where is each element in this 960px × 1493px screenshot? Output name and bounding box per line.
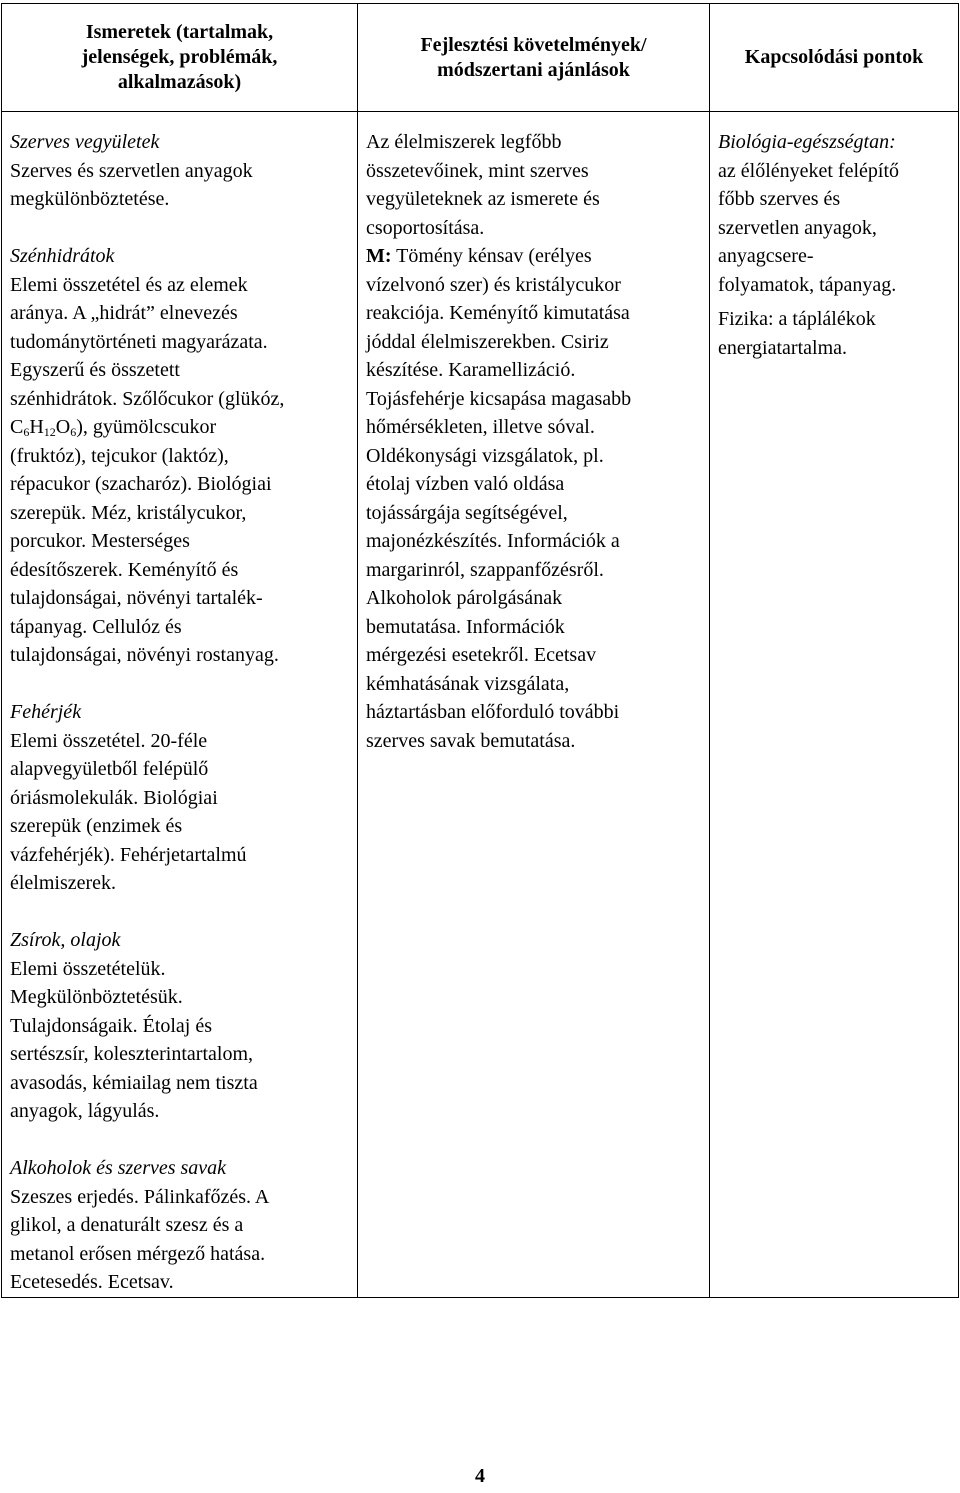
requirements-cell (358, 112, 710, 1298)
text-line: Egyszerű és összetett (10, 359, 180, 381)
text-line: mérgezési esetekről. Ecetsav (366, 644, 597, 666)
text-line: Szerves és szervetlen anyagok (10, 159, 253, 182)
text-line: szerves savak bemutatása. (366, 729, 576, 752)
section-title: Szénhidrátok (10, 245, 115, 267)
header-topics-line: jelenségek, problémák, (81, 46, 278, 68)
header-topics-line: alkalmazások) (117, 71, 242, 93)
text-line: sertészsír, koleszterintartalom, (10, 1043, 253, 1065)
text-line: étolaj vízben való oldása (366, 473, 565, 495)
header-requirements-line: módszertani ajánlások (437, 58, 630, 81)
text-line: vízelvonó szer) és kristálycukor (366, 273, 621, 296)
text-line: szénhidrátok. Szőlőcukor (glükóz, (10, 387, 285, 410)
text-line: Szeszes erjedés. Pálinkafőzés. A (10, 1185, 270, 1208)
text-line: Tojásfehérje kicsapása magasabb (366, 387, 632, 410)
curriculum-table (1, 3, 959, 1298)
header-row (2, 4, 959, 112)
text-line: anyagcsere- (718, 245, 814, 267)
text-line: szerepük. Méz, kristálycukor, (10, 501, 247, 524)
formula-line: $C_6H_{12}O_6$), gyümölcscukor (10, 416, 217, 439)
text-line: alapvegyületből felépülő (10, 758, 209, 780)
text-line: tojássárgája segítségével, (366, 501, 568, 524)
method-label: M: (366, 245, 392, 267)
text-line: Alkoholok párolgásának (366, 587, 563, 609)
section-title: Szerves vegyületek (10, 131, 160, 153)
text-line: tudománytörténeti magyarázata. (10, 330, 268, 353)
text-line: vegyületeknek az ismerete és (366, 188, 600, 210)
text-line: tápanyag. Cellulóz és (10, 615, 182, 638)
text-line: glikol, a denaturált szesz és a (10, 1214, 244, 1236)
text-line: Elemi összetétel és az elemek (10, 273, 248, 296)
text-line: Tulajdonságaik. Étolaj és (10, 1014, 213, 1037)
text-line: édesítőszerek. Keményítő és (10, 558, 239, 581)
text-line: reakciója. Keményítő kimutatása (366, 302, 630, 324)
text-line: Az élelmiszerek legfőbb (366, 131, 562, 153)
header-requirements (358, 4, 710, 112)
header-connections-line: Kapcsolódási pontok (744, 46, 924, 68)
text-line: szerepük (enzimek és (10, 815, 183, 837)
content-row (2, 112, 959, 1298)
text-line: bemutatása. Információk (366, 615, 565, 638)
text-line: Elemi összetételük. (10, 957, 166, 980)
text-line: háztartásban előforduló további (366, 701, 620, 723)
text-line: porcukor. Mesterséges (10, 530, 190, 552)
text-line: Megkülönböztetésük. (10, 986, 183, 1008)
physics-line: energiatartalma. (718, 336, 848, 359)
text-line: jóddal élelmiszerekben. Csiriz (366, 330, 609, 353)
text-line: margarinról, szappanfőzésről. (366, 558, 604, 581)
text-line: répacukor (szacharóz). Biológiai (10, 473, 272, 495)
text-line: vázfehérjék). Fehérjetartalmú (10, 843, 247, 866)
text-line: az élőlényeket felépítő (718, 159, 900, 182)
text-line: tulajdonságai, növényi rostanyag. (10, 644, 279, 666)
method-line: M: Tömény kénsav (erélyes (366, 245, 592, 267)
text-line: készítése. Karamellizáció. (366, 359, 576, 381)
section-title: Zsírok, olajok (10, 929, 121, 951)
text-line: tulajdonságai, növényi tartalék- (10, 587, 263, 609)
header-requirements-line: Fejlesztési követelmények/ (420, 33, 647, 56)
header-connections (710, 4, 959, 112)
physics-line: Fizika: a táplálékok (718, 308, 876, 330)
topics-cell (2, 112, 358, 1298)
text-line: (fruktóz), tejcukor (laktóz), (10, 444, 229, 467)
text-line: Oldékonysági vizsgálatok, pl. (366, 444, 604, 467)
text-line: anyagok, lágyulás. (10, 1100, 160, 1122)
text-line: összetevőinek, mint szerves (366, 159, 589, 182)
header-topics-line: Ismeretek (tartalmak, (85, 21, 274, 43)
text-line: avasodás, kémiailag nem tiszta (10, 1071, 258, 1094)
text-line: megkülönböztetése. (10, 188, 170, 210)
section-title: Fehérjék (10, 701, 82, 723)
text-line: Elemi összetétel. 20-féle (10, 729, 208, 752)
text-line: metanol erősen mérgező hatása. (10, 1242, 266, 1265)
text-line: Ecetesedés. Ecetsav. (10, 1271, 174, 1293)
text-line: óriásmolekulák. Biológiai (10, 786, 218, 809)
text-line: főbb szerves és (718, 188, 841, 210)
page-number: 4 (475, 1465, 485, 1487)
header-topics (2, 4, 358, 112)
text-line: kémhatásának vizsgálata, (366, 672, 570, 695)
text-line: hőmérsékleten, illetve sóval. (366, 416, 595, 438)
biology-title: Biológia-egészségtan: (718, 131, 896, 153)
connections-cell (710, 112, 959, 1298)
section-title: Alkoholok és szerves savak (10, 1157, 227, 1179)
text-line: szervetlen anyagok, (718, 216, 877, 239)
text-line: majonézkészítés. Információk a (366, 530, 620, 552)
text-line: folyamatok, tápanyag. (718, 273, 897, 296)
text-line: aránya. A „hidrát” elnevezés (10, 302, 238, 324)
text-line: csoportosítása. (366, 216, 485, 239)
text-line: élelmiszerek. (10, 872, 117, 894)
